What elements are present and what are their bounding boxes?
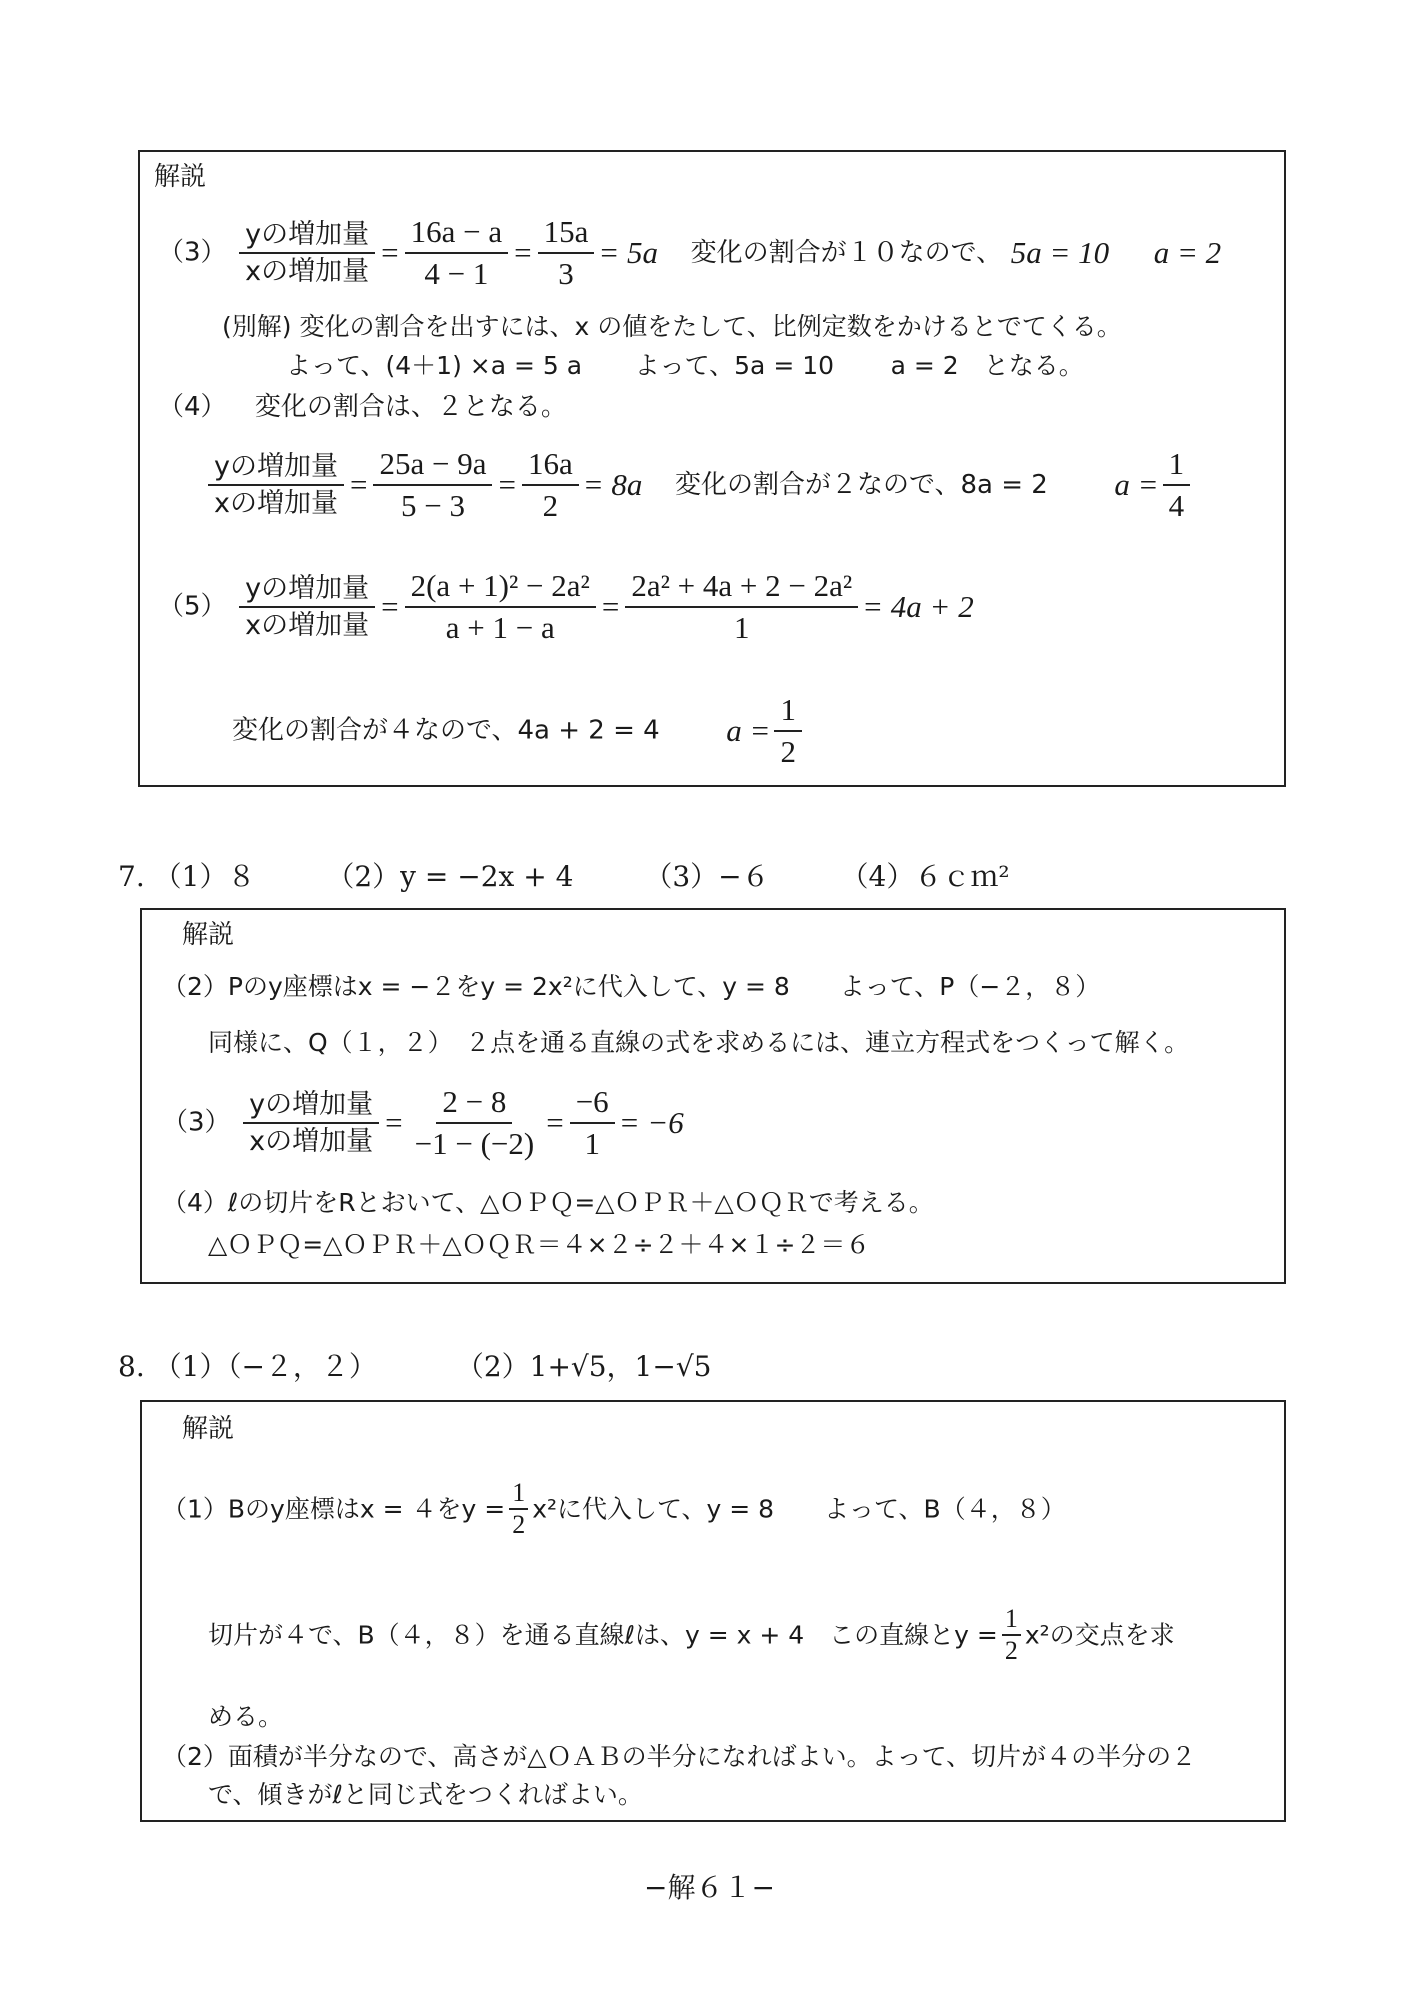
frac-numerator: 16a − a: [405, 212, 509, 254]
box-heading: 解説: [182, 920, 235, 950]
result: = 5a: [598, 235, 659, 271]
answer: a = 2: [1153, 235, 1222, 271]
part-1-line-2: [208, 1604, 1175, 1666]
frac-denominator: 2: [542, 487, 559, 523]
rate-fraction: [243, 1087, 379, 1159]
explanation-box-7: [140, 908, 1286, 1284]
frac-denominator: 1: [733, 609, 750, 645]
explanation-box-8: [140, 1400, 1286, 1822]
alt-step: よって、(4＋1) ×a = 5 a: [286, 351, 583, 380]
explanation-box-6: [138, 150, 1286, 787]
part-4-line-1: （4）ℓの切片をRとおいて、△ＯＰＱ=△ＯＰＲ＋△ＯＱＲで考える。: [162, 1188, 934, 1217]
statement: 変化の割合が１０なので、: [690, 237, 1003, 268]
frac-numerator: 1: [774, 690, 802, 732]
alt-solution-line-1: (別解) 変化の割合を出すには、x の値をたして、比例定数をかけるとでてくる。: [222, 312, 1122, 341]
answer-item: （1）（−２，２）: [153, 1350, 377, 1383]
alt-solution-line-2: [286, 352, 1084, 379]
frac-denominator: 2: [512, 1509, 526, 1539]
part-3-equation: [158, 212, 1221, 293]
frac-numerator: 16a: [522, 444, 579, 486]
part-3-equation: [162, 1082, 684, 1163]
statement: 切片が４で、B（４，８）を通る直線ℓは、y = x + 4 この直線とy =: [208, 1620, 998, 1650]
answer-lhs: a =: [726, 713, 771, 749]
frac-numerator: yの増加量: [208, 449, 344, 486]
equals-sign: =: [514, 235, 532, 271]
step2-fraction: [522, 444, 579, 525]
frac-denominator: 4 − 1: [424, 255, 489, 291]
part-5-equation: [158, 566, 974, 647]
statement: 変化の割合は、２となる。: [254, 392, 567, 422]
statement: 変化の割合が４なので、4a + 2 = 4: [232, 715, 660, 746]
part-1-line-3: める。: [208, 1702, 284, 1731]
frac-numerator: 2a² + 4a + 2 − 2a²: [625, 566, 858, 608]
box-heading: 解説: [154, 162, 207, 192]
frac-numerator: 1: [1163, 444, 1191, 486]
step1-fraction: [405, 566, 596, 647]
alt-step: よって、5a = 10: [634, 351, 835, 380]
frac-numerator: −6: [570, 1082, 615, 1124]
part-2-line-2: 同様に、Q（１，２） ２点を通る直線の式を求めるには、連立方程式をつくって解く。: [208, 1028, 1190, 1057]
frac-numerator: yの増加量: [239, 571, 375, 608]
frac-numerator: yの増加量: [243, 1087, 379, 1124]
part-label: （5）: [158, 591, 227, 622]
answer-item: （2）1+√5，1−√5: [455, 1350, 712, 1383]
step1-fraction: [373, 444, 492, 525]
half-fraction: [1002, 1604, 1021, 1666]
step1-fraction: [405, 212, 509, 293]
answer-item: （4）６ｃｍ²: [840, 860, 1010, 893]
equals-sign: =: [385, 1105, 403, 1141]
rate-fraction: [239, 217, 375, 289]
frac-denominator: −1 − (−2): [414, 1125, 535, 1161]
part-2-line-2: で、傾きがℓと同じ式をつくればよい。: [208, 1780, 643, 1809]
answer-item: （2）y = −2x + 4: [326, 860, 574, 893]
step2-fraction: [625, 566, 858, 647]
answer-lhs: a =: [1114, 467, 1159, 503]
equation: 5a = 10: [1010, 235, 1110, 271]
part-label: （3）: [158, 237, 227, 268]
frac-denominator: 2: [1004, 1635, 1018, 1665]
part-5-conclusion: [232, 690, 806, 771]
frac-denominator: 4: [1168, 487, 1185, 523]
equals-sign: =: [498, 467, 516, 503]
frac-numerator: 15a: [538, 212, 595, 254]
frac-denominator: xの増加量: [249, 1125, 374, 1157]
step2-fraction: [570, 1082, 615, 1163]
equals-sign: =: [601, 589, 620, 625]
frac-denominator: xの増加量: [245, 255, 370, 287]
answer-fraction: [1163, 444, 1191, 525]
frac-numerator: 1: [1002, 1604, 1021, 1636]
answer-fraction: [774, 690, 802, 771]
frac-numerator: 2(a + 1)² − 2a²: [405, 566, 596, 608]
frac-numerator: 2 − 8: [436, 1082, 512, 1124]
part-label: （3）: [162, 1107, 231, 1138]
part-4-line-2: △ＯＰＱ=△ＯＰＲ＋△ＯＱＲ＝４×２÷２＋４×１÷２＝６: [208, 1230, 871, 1259]
part-2-line-1: （2）面積が半分なので、高さが△ＯＡＢの半分になればよい。よって、切片が４の半分の２: [162, 1742, 1197, 1771]
equals-sign: =: [381, 589, 399, 625]
equals-sign: =: [546, 1105, 564, 1141]
part-label: （4）: [158, 392, 227, 422]
part-2-line-1: （2）Pのy座標はx = −２をy = 2x²に代入して、y = 8 よって、P（−２，８）: [162, 972, 1101, 1001]
half-fraction: [509, 1478, 528, 1540]
step2-fraction: [538, 212, 595, 293]
frac-denominator: xの増加量: [245, 609, 370, 641]
rate-fraction: [208, 449, 344, 521]
result: = 4a + 2: [862, 589, 974, 625]
question-number: 8.: [118, 1350, 145, 1383]
statement: （1）Bのy座標はx = ４をy =: [162, 1494, 506, 1524]
rate-fraction: [239, 571, 375, 643]
step1-fraction: [409, 1082, 541, 1163]
q8-answers: [118, 1345, 712, 1385]
frac-numerator: 1: [509, 1478, 528, 1510]
question-number: 7.: [118, 860, 145, 893]
frac-denominator: 2: [780, 733, 796, 769]
frac-denominator: xの増加量: [214, 487, 338, 519]
frac-denominator: 5 − 3: [400, 487, 465, 523]
statement: 変化の割合が２なので、8a = 2: [675, 469, 1048, 500]
q7-answers: [118, 855, 1010, 895]
equals-sign: =: [349, 467, 368, 503]
frac-numerator: yの増加量: [239, 217, 375, 254]
frac-numerator: 25a − 9a: [373, 444, 492, 486]
frac-denominator: a + 1 − a: [445, 609, 555, 645]
result: = −6: [618, 1105, 684, 1141]
answer-item: （1）８: [153, 860, 256, 893]
part-4-intro: [158, 394, 567, 420]
box-heading: 解説: [182, 1414, 235, 1444]
answer-item: （3）−６: [644, 860, 770, 893]
result: = 8a: [582, 467, 643, 503]
statement: x²の交点を求: [1024, 1620, 1175, 1650]
part-4-equation: [204, 444, 1194, 525]
frac-denominator: 1: [584, 1125, 600, 1161]
part-1-line-1: [162, 1478, 1066, 1540]
frac-denominator: 3: [558, 255, 574, 291]
equals-sign: =: [381, 235, 399, 271]
page-number: −解６１−: [644, 1871, 775, 1904]
alt-step: a = 2 となる。: [890, 351, 1084, 380]
statement: x²に代入して、y = 8 よって、B（４，８）: [532, 1494, 1066, 1524]
